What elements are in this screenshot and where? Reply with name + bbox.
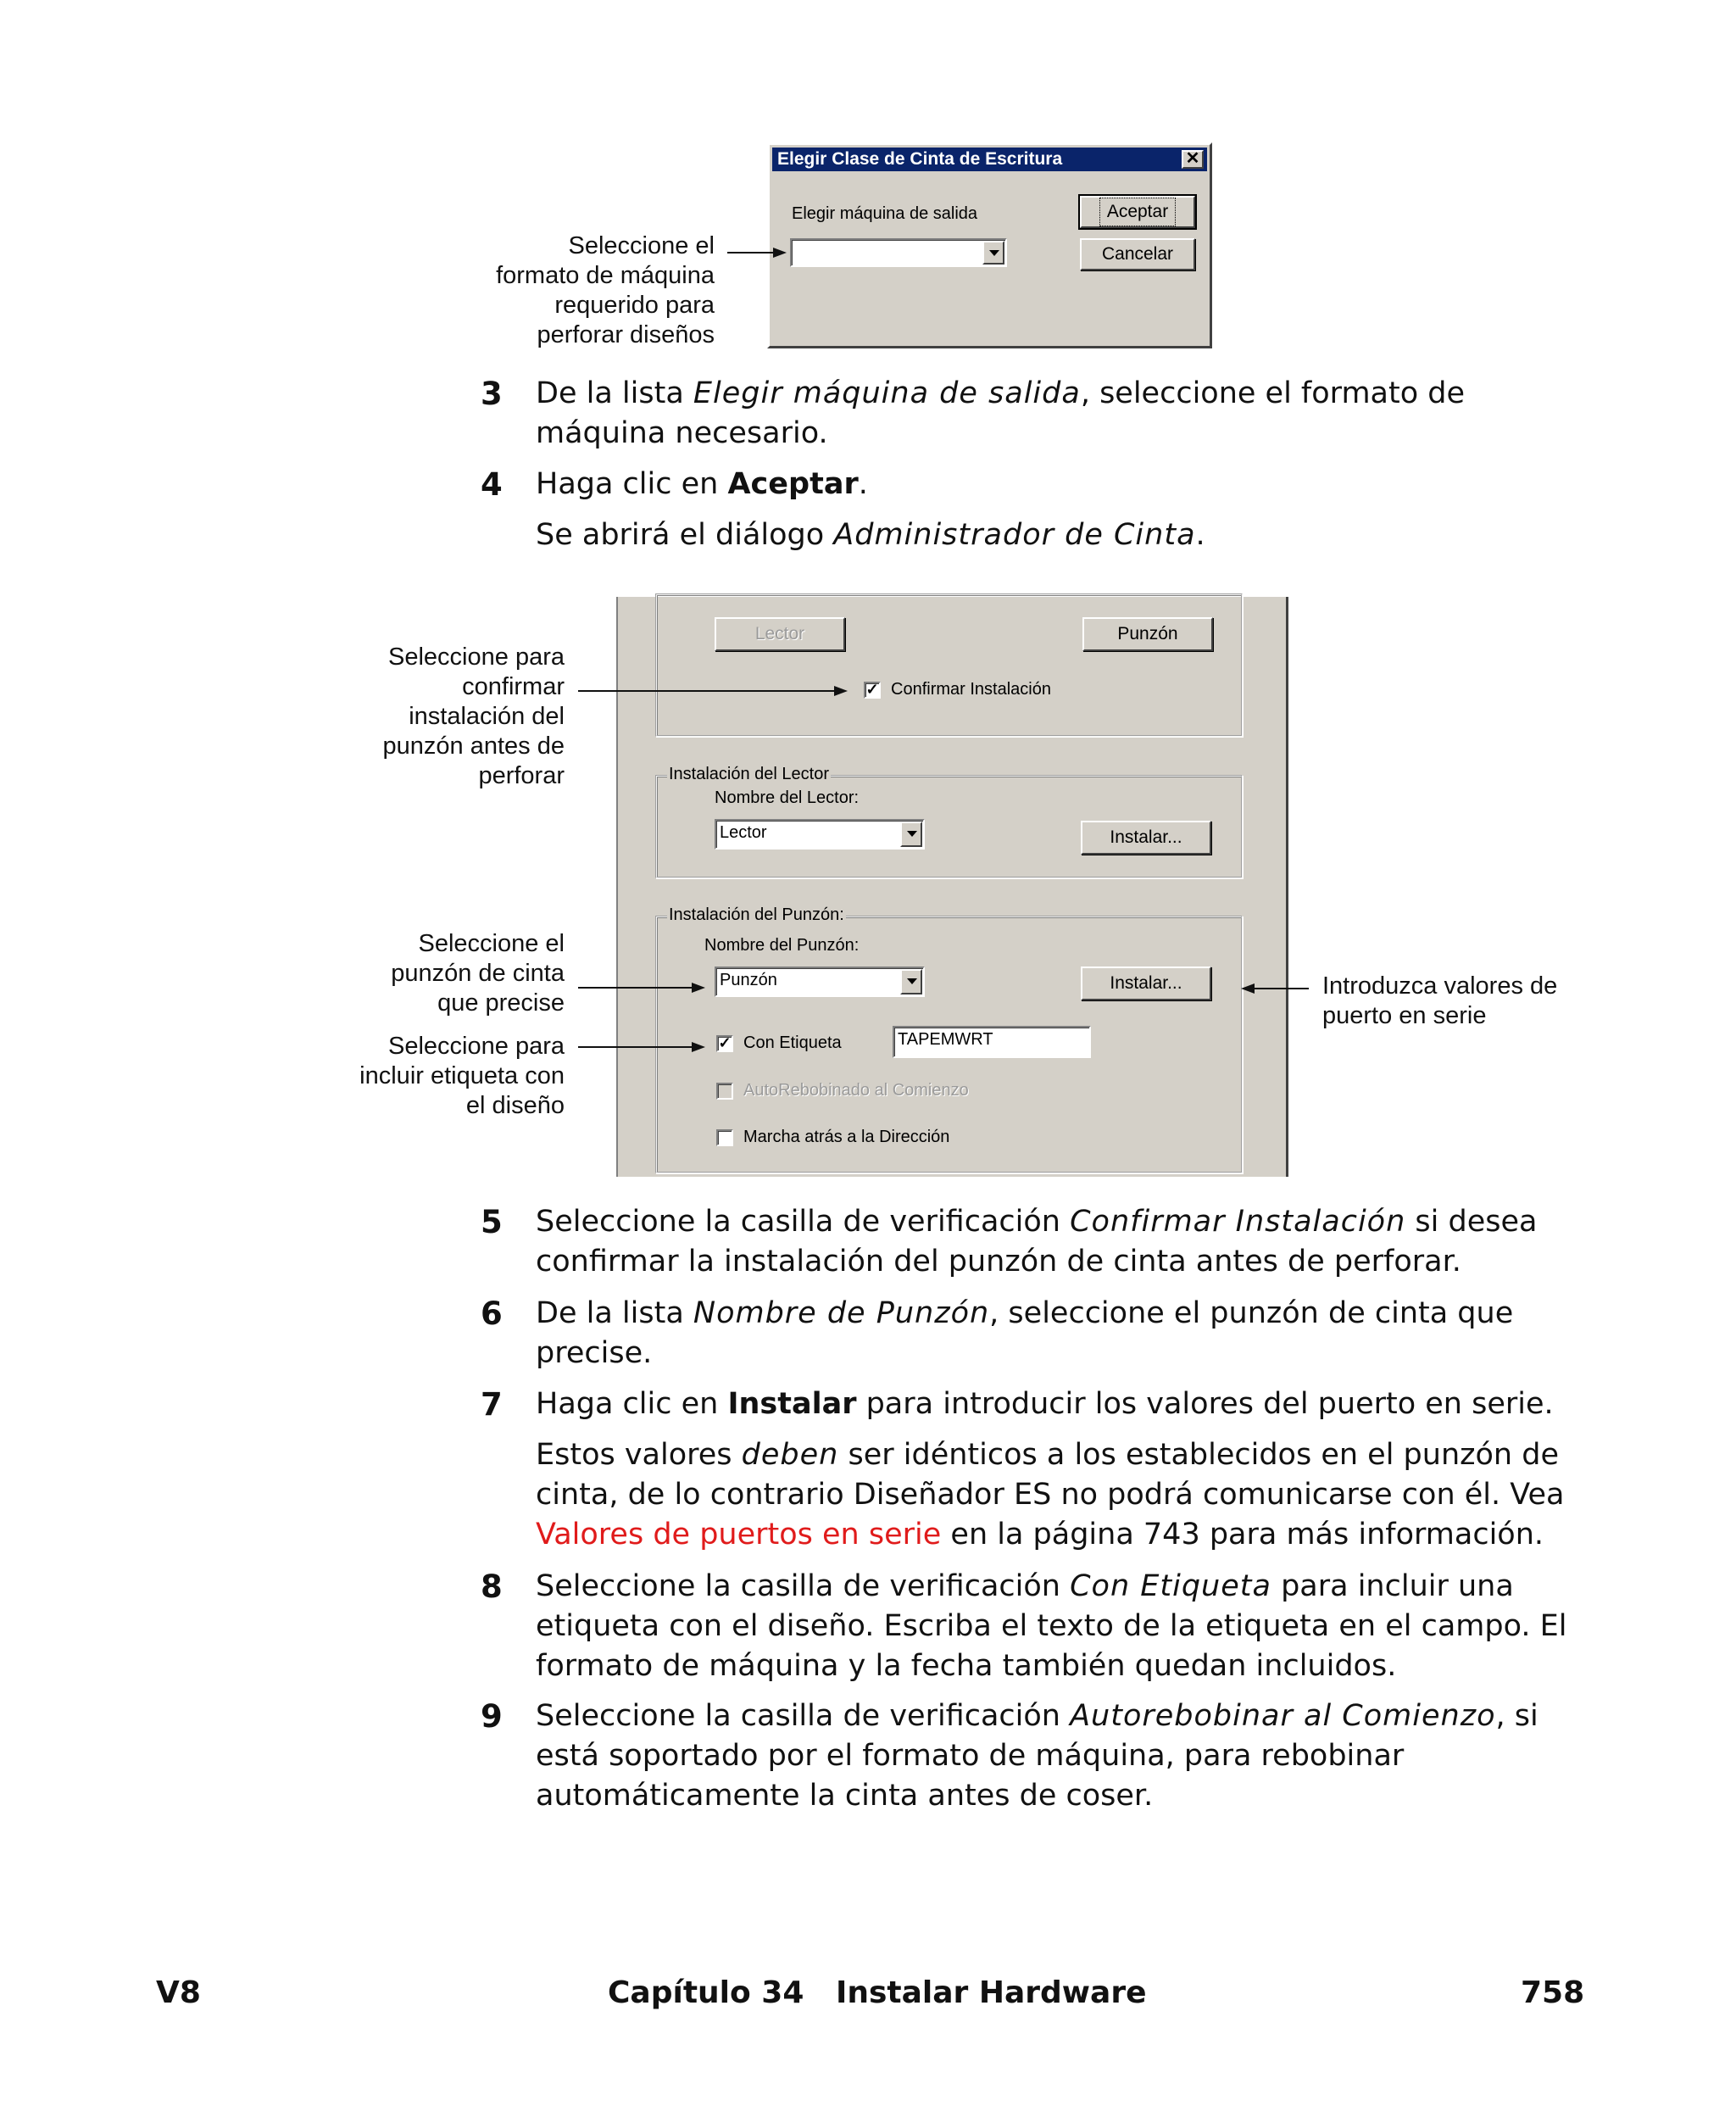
- step-number: 7: [481, 1386, 503, 1423]
- reverse-direction-label: Marcha atrás a la Dirección: [743, 1128, 950, 1146]
- callout-line: Seleccione para: [388, 1033, 565, 1060]
- arrow-right-icon: [692, 1042, 705, 1052]
- autorewind-checkbox: [716, 1083, 733, 1100]
- step-number: 8: [481, 1568, 503, 1605]
- chevron-down-icon[interactable]: [900, 822, 922, 847]
- callout-line: Introduzca valores de: [1322, 972, 1558, 1000]
- callout-include-label: [288, 1032, 565, 1121]
- callout-line: punzón de cinta: [391, 960, 565, 987]
- reader-name-combobox[interactable]: [715, 819, 925, 850]
- callout-line: confirmar: [462, 673, 565, 700]
- step-number: 6: [481, 1295, 503, 1332]
- group-title: Instalación del Lector: [669, 765, 830, 783]
- dialog-title: Elegir Clase de Cinta de Escritura: [777, 149, 1063, 169]
- punch-name-combobox[interactable]: [715, 967, 925, 997]
- close-icon[interactable]: ✕: [1182, 150, 1204, 169]
- reader-button: Lector: [715, 617, 845, 651]
- punch-install-button[interactable]: Instalar...: [1081, 967, 1211, 1000]
- autorewind-label: AutoRebobinado al Comienzo: [743, 1081, 969, 1100]
- step-3: 3 De la lista Elegir máquina de salida, seleccione el formato de máquina necesario.: [481, 376, 1466, 450]
- callout-line: Seleccione el: [568, 232, 715, 259]
- step-number: 5: [481, 1204, 503, 1240]
- cancel-button[interactable]: Cancelar: [1080, 238, 1195, 270]
- machine-select-label: Elegir máquina de salida: [792, 204, 978, 223]
- callout-machine-format: [424, 231, 715, 350]
- step-7-note: Estos valores deben ser idénticos a los establecidos en el punzón de cinta, de lo contrario Diseñador ES no podrá comunicarse con él. Vea Valores de puertos en serie en la página 743 para más información.: [536, 1438, 1565, 1552]
- callout-line: Seleccione para: [388, 643, 565, 671]
- callout-arrow-line: [727, 252, 778, 253]
- step-number: 9: [481, 1698, 503, 1735]
- punch-name-value: Punzón: [720, 971, 777, 989]
- callout-line: Seleccione el: [418, 930, 565, 957]
- dialog-titlebar: [772, 148, 1207, 171]
- step-4: 4 Haga clic en Aceptar.: [481, 466, 868, 503]
- reader-punch-group: [655, 593, 1243, 737]
- callout-line: que precise: [437, 989, 565, 1017]
- arrow-right-icon: [692, 983, 705, 993]
- callout-line: incluir etiqueta con: [359, 1062, 565, 1089]
- callout-punch-select: [288, 929, 565, 1018]
- step-number: 4: [481, 466, 503, 503]
- step-4-note: Se abrirá el diálogo Administrador de Cinta.: [536, 518, 1205, 552]
- serial-values-link[interactable]: Valores de puertos en serie: [536, 1518, 942, 1552]
- callout-line: perforar: [478, 762, 565, 789]
- step-number: 3: [481, 376, 503, 412]
- reverse-direction-checkbox[interactable]: [716, 1129, 733, 1146]
- callout-arrow-line: [578, 1046, 697, 1048]
- group-title: Instalación del Punzón:: [669, 905, 844, 924]
- callout-line: formato de máquina: [496, 262, 715, 289]
- tape-manager-dialog: [616, 597, 1288, 1177]
- with-label-label: Con Etiqueta: [743, 1033, 842, 1052]
- callout-line: el diseño: [465, 1092, 565, 1119]
- callout-line: punzón antes de: [382, 733, 565, 760]
- arrow-right-icon: [834, 686, 848, 696]
- arrow-right-icon: [773, 248, 787, 258]
- step-6: 6 De la lista Nombre de Punzón, seleccione el punzón de cinta que precise.: [481, 1295, 1514, 1370]
- reader-install-button[interactable]: Instalar...: [1081, 821, 1211, 855]
- callout-serial-values: [1322, 972, 1678, 1031]
- machine-select-combobox[interactable]: [790, 238, 1007, 267]
- callout-confirm-install: [288, 643, 565, 791]
- callout-line: puerto en serie: [1322, 1002, 1487, 1029]
- step-8: 8 Seleccione la casilla de verificación Con Etiqueta para incluir una etiqueta con el diseño. Escriba el texto de la etiqueta en el campo. El formato de máquina y la fecha también quedan incluidos.: [481, 1568, 1567, 1683]
- choose-tape-class-dialog: [767, 142, 1212, 348]
- reader-name-label: Nombre del Lector:: [715, 788, 860, 807]
- footer-chapter: Capítulo 34 Instalar Hardware: [608, 1975, 1147, 2010]
- chevron-down-icon[interactable]: [900, 969, 922, 994]
- with-label-checkbox[interactable]: ✓: [716, 1035, 733, 1052]
- callout-line: instalación del: [409, 703, 565, 730]
- step-7: 7 Haga clic en Instalar para introducir los valores del puerto en serie.: [481, 1386, 1554, 1423]
- callout-arrow-line: [578, 690, 839, 692]
- confirm-install-label: Confirmar Instalación: [891, 680, 1051, 699]
- callout-arrow-line: [1253, 988, 1309, 989]
- punch-button[interactable]: Punzón: [1082, 617, 1213, 651]
- label-text-input[interactable]: TAPEMWRT: [893, 1026, 1091, 1058]
- footer-version: V8: [156, 1975, 201, 2010]
- step-9: 9 Seleccione la casilla de verificación Autorebobinar al Comienzo, si está soportado por el formato de máquina, para rebobinar automáticamente la cinta antes de coser.: [481, 1698, 1538, 1813]
- chevron-down-icon[interactable]: [982, 241, 1004, 265]
- callout-line: perforar diseños: [537, 321, 715, 348]
- confirm-install-checkbox[interactable]: ✓: [864, 682, 881, 699]
- reader-name-value: Lector: [720, 823, 767, 842]
- accept-button[interactable]: Aceptar: [1080, 196, 1195, 228]
- step-5: 5 Seleccione la casilla de verificación Confirmar Instalación si desea confirmar la instalación del punzón de cinta antes de perforar.: [481, 1204, 1538, 1279]
- callout-line: requerido para: [554, 292, 715, 319]
- footer-page-number: 758: [1521, 1975, 1585, 2010]
- punch-name-label: Nombre del Punzón:: [704, 936, 860, 955]
- callout-arrow-line: [578, 987, 697, 989]
